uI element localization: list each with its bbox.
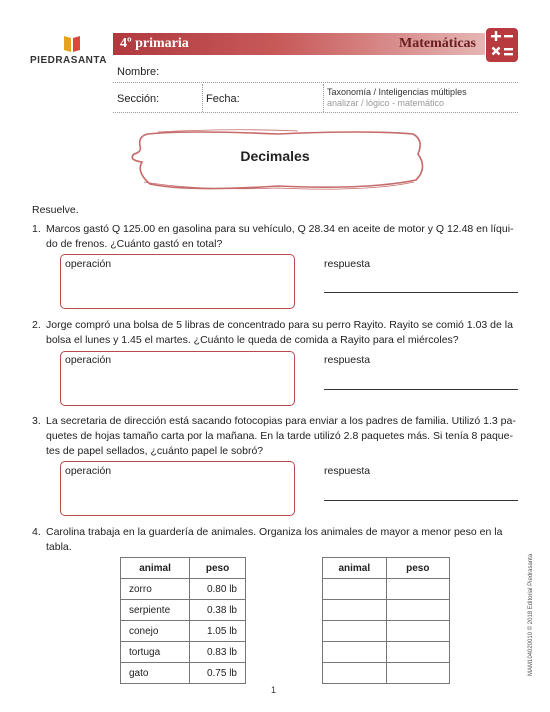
operation-label: operación	[65, 465, 112, 477]
table-row[interactable]	[323, 663, 450, 684]
table-row: zorro 0.80 lb	[121, 579, 246, 600]
problem-text: Jorge compró una bolsa de 5 libras de concentrado para su perro Rayito. Rayito se comió 1.03 de la bolsa el lunes y 1.45 el martes. ¿Cuánto le queda de comida a Rayito para el miércoles?	[46, 319, 513, 346]
name-label: Nombre:	[117, 66, 160, 78]
answer-label: respuesta	[324, 258, 371, 270]
column-header: animal	[121, 558, 190, 579]
answer-line[interactable]	[324, 292, 518, 293]
problem-text: Carolina trabaja en la guardería de animales. Organiza los animales de mayor a menor peso en la tabla.	[46, 526, 503, 553]
page-title: Decimales	[240, 148, 310, 164]
taxonomy-sub-label: analizar / lógico - matemático	[327, 98, 445, 108]
problem-number: 3.	[32, 415, 41, 427]
section-label: Sección:	[117, 93, 160, 105]
answer-table[interactable]	[322, 557, 450, 684]
divider	[202, 84, 203, 112]
grade-label: 4º primaria	[120, 36, 189, 51]
answer-line[interactable]	[324, 389, 518, 390]
table-row[interactable]	[323, 621, 450, 642]
divider	[323, 84, 324, 112]
animal-weight-table	[120, 557, 246, 684]
instruction: Resuelve.	[32, 204, 79, 216]
operation-label: operación	[65, 258, 112, 270]
table-header-row	[323, 558, 450, 579]
date-label: Fecha:	[206, 93, 240, 105]
answer-label: respuesta	[324, 354, 371, 366]
problem-text: La secretaria de dirección está sacando fotocopias para enviar a los padres de familia. Utilizó 1.3 pa- quetes de hojas tamaño carta por la mañana. En la tarde utilizó 2.8 paquetes más. Si tenía 8 paque- tes de papel sellados, ¿cuánto papel le sobró?	[46, 415, 516, 457]
copyright-code: MAM104020010 © 2018 Editorial Piedrasanta	[528, 553, 534, 676]
problem-text: Marcos gastó Q 125.00 en gasolina para su vehículo, Q 28.34 en aceite de motor y Q 12.48 en líqui- do de frenos. ¿Cuánto gastó en total?	[46, 223, 514, 250]
book-logo-icon	[62, 34, 82, 54]
answer-label: respuesta	[324, 465, 371, 477]
taxonomy-label: Taxonomía / Inteligencias múltiples	[327, 87, 467, 97]
table-row: serpiente 0.38 lb	[121, 600, 246, 621]
table-row[interactable]	[323, 600, 450, 621]
subject-label: Matemáticas	[399, 36, 476, 51]
name-line[interactable]	[113, 82, 518, 83]
table-row[interactable]	[323, 642, 450, 663]
problem-number: 2.	[32, 319, 41, 331]
answer-line[interactable]	[324, 500, 518, 501]
table-row: gato 0.75 lb	[121, 663, 246, 684]
plus-minus-times-icon	[486, 28, 518, 62]
operation-label: operación	[65, 354, 112, 366]
problem-number: 4.	[32, 526, 41, 538]
page-number: 1	[271, 685, 277, 695]
table-row[interactable]	[323, 579, 450, 600]
table-row: conejo 1.05 lb	[121, 621, 246, 642]
form-bottom-line	[113, 112, 518, 113]
math-badge	[486, 28, 518, 62]
column-header: peso	[386, 558, 449, 579]
column-header: animal	[323, 558, 387, 579]
column-header: peso	[190, 558, 246, 579]
table-header-row	[121, 558, 246, 579]
brand-logo-text: PIEDRASANTA	[30, 55, 107, 66]
table-row: tortuga 0.83 lb	[121, 642, 246, 663]
problem-number: 1.	[32, 223, 41, 235]
